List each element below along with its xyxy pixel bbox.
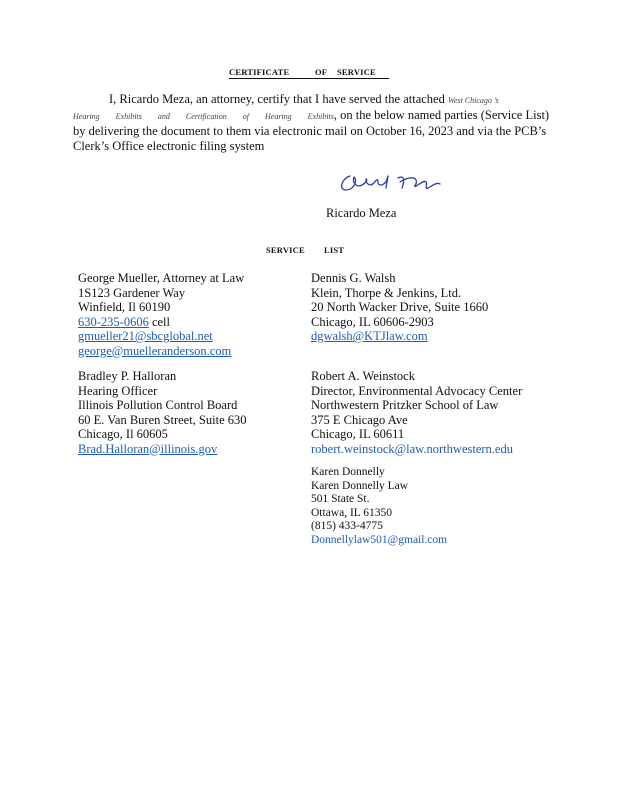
contact-address-line: Winfield, Il 60190 [78, 300, 171, 314]
contact-address-line: Chicago, IL 60611 [311, 427, 405, 441]
contact-address-line: Karen Donnelly Law [311, 479, 409, 492]
service-list-heading [266, 245, 344, 255]
email-link[interactable]: dgwalsh@KTJlaw.com [311, 329, 428, 343]
certificate-line-2 [73, 108, 583, 124]
contact-address-line: Director, Environmental Advocacy Center [311, 383, 523, 398]
contact-name: Bradley P. Halloran [78, 369, 177, 383]
service-contact-halloran [78, 369, 247, 456]
email-link[interactable]: gmueller21@sbcglobal.net [78, 329, 213, 343]
contact-address-line: Chicago, IL 60606-2903 [311, 314, 434, 329]
contact-phone-line [78, 315, 244, 330]
certificate-line-3: by delivering the document to them via electronic mail on October 16, 2023 and via the PCB’s [73, 124, 547, 138]
contact-address-line: 501 State St. [311, 493, 370, 505]
contact-address-line: Chicago, Il 60605 [78, 427, 168, 441]
certificate-line-2-text: , on the below named parties (Service List) [333, 108, 550, 122]
email-link[interactable]: Brad.Halloran@illinois.gov [78, 441, 218, 456]
handwritten-signature [336, 168, 446, 198]
certificate-line-2-italic: Hearing Exhibits and Certification of Hearing Exhibits [73, 112, 334, 121]
contact-name: George Mueller, Attorney at Law [78, 271, 245, 285]
heading-word-list: LIST [324, 245, 345, 255]
contact-name: Karen Donnelly [311, 466, 385, 478]
phone-link[interactable]: 630-235-0606 [78, 314, 149, 329]
heading-word-service-2: SERVICE [266, 245, 305, 255]
contact-address-line: 375 E Chicago Ave [311, 412, 408, 427]
email-link[interactable]: george@muelleranderson.com [78, 343, 232, 358]
certificate-line-1-text: I, Ricardo Meza, an attorney, certify that I have served the attached [109, 92, 445, 106]
contact-address-line: 60 E. Van Buren Street, Suite 630 [78, 412, 247, 427]
service-contact-weinstock [311, 369, 522, 456]
certificate-paragraph [73, 92, 583, 154]
service-contact-donnelly [311, 466, 447, 547]
phone-suffix: cell [148, 314, 170, 329]
email-link[interactable]: robert.weinstock@law.northwestern.edu [311, 441, 513, 456]
heading-word-certificate: CERTIFICATE [229, 67, 290, 77]
signer-name: Ricardo Meza [326, 206, 397, 220]
contact-phone-line: (815) 433-4775 [311, 520, 383, 532]
contact-address-line: Illinois Pollution Control Board [78, 398, 238, 412]
heading-word-service: SERVICE [337, 67, 376, 77]
contact-address-line: Hearing Officer [78, 383, 158, 398]
certificate-line-1-italic: West Chicago ’s [447, 96, 499, 105]
email-link[interactable]: Donnellylaw501@gmail.com [311, 533, 448, 546]
service-contact-mueller [78, 271, 244, 358]
contact-address-line: 1S123 Gardener Way [78, 285, 186, 300]
contact-address-line: Ottawa, IL 61350 [311, 506, 393, 519]
certificate-line-4: Clerk’s Office electronic filing system [73, 139, 265, 153]
certificate-of-service-heading [229, 67, 389, 79]
contact-address-line: 20 North Wacker Drive, Suite 1660 [311, 300, 489, 314]
service-contact-walsh [311, 271, 488, 344]
contact-address-line: Klein, Thorpe & Jenkins, Ltd. [311, 285, 462, 300]
heading-word-of: OF [315, 67, 328, 77]
contact-name: Robert A. Weinstock [311, 369, 415, 383]
contact-name: Dennis G. Walsh [311, 271, 396, 285]
contact-address-line: Northwestern Pritzker School of Law [311, 398, 499, 412]
certificate-line-1 [73, 92, 583, 108]
